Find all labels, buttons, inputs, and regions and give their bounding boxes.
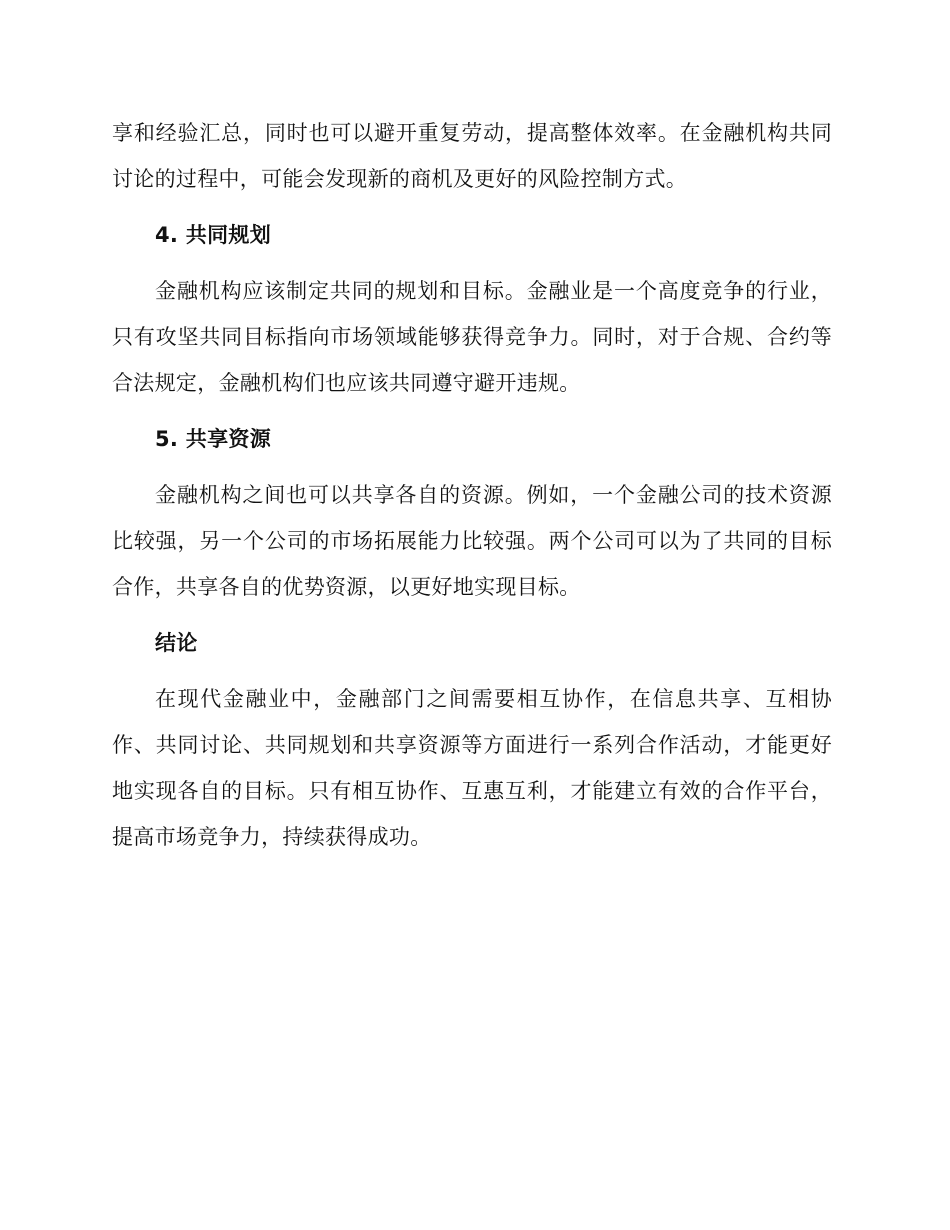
- section-heading-joint-planning: 4. 共同规划: [155, 223, 271, 247]
- section-body-conclusion: 在现代金融业中，金融部门之间需要相互协作，在信息共享、互相协作、共同讨论、共同规划和共享资源等方面进行一系列合作活动，才能更好地实现各自的目标。只有相互协作、互惠互利，才能建立有效的合作平台，提高市场竞争力，持续获得成功。: [112, 687, 832, 849]
- document-body: [112, 110, 832, 860]
- section-heading-conclusion: 结论: [155, 631, 198, 655]
- intro-paragraph: 享和经验汇总，同时也可以避开重复劳动，提高整体效率。在金融机构共同讨论的过程中，可能会发现新的商机及更好的风险控制方式。: [112, 121, 832, 191]
- section-body-shared-resources: 金融机构之间也可以共享各自的资源。例如，一个金融公司的技术资源比较强，另一个公司的市场拓展能力比较强。两个公司可以为了共同的目标合作，共享各自的优势资源，以更好地实现目标。: [112, 483, 832, 599]
- section-body-joint-planning: 金融机构应该制定共同的规划和目标。金融业是一个高度竞争的行业，只有攻坚共同目标指向市场领域能够获得竞争力。同时，对于合规、合约等合法规定，金融机构们也应该共同遵守避开违规。: [112, 279, 832, 395]
- section-heading-shared-resources: 5. 共享资源: [155, 427, 271, 451]
